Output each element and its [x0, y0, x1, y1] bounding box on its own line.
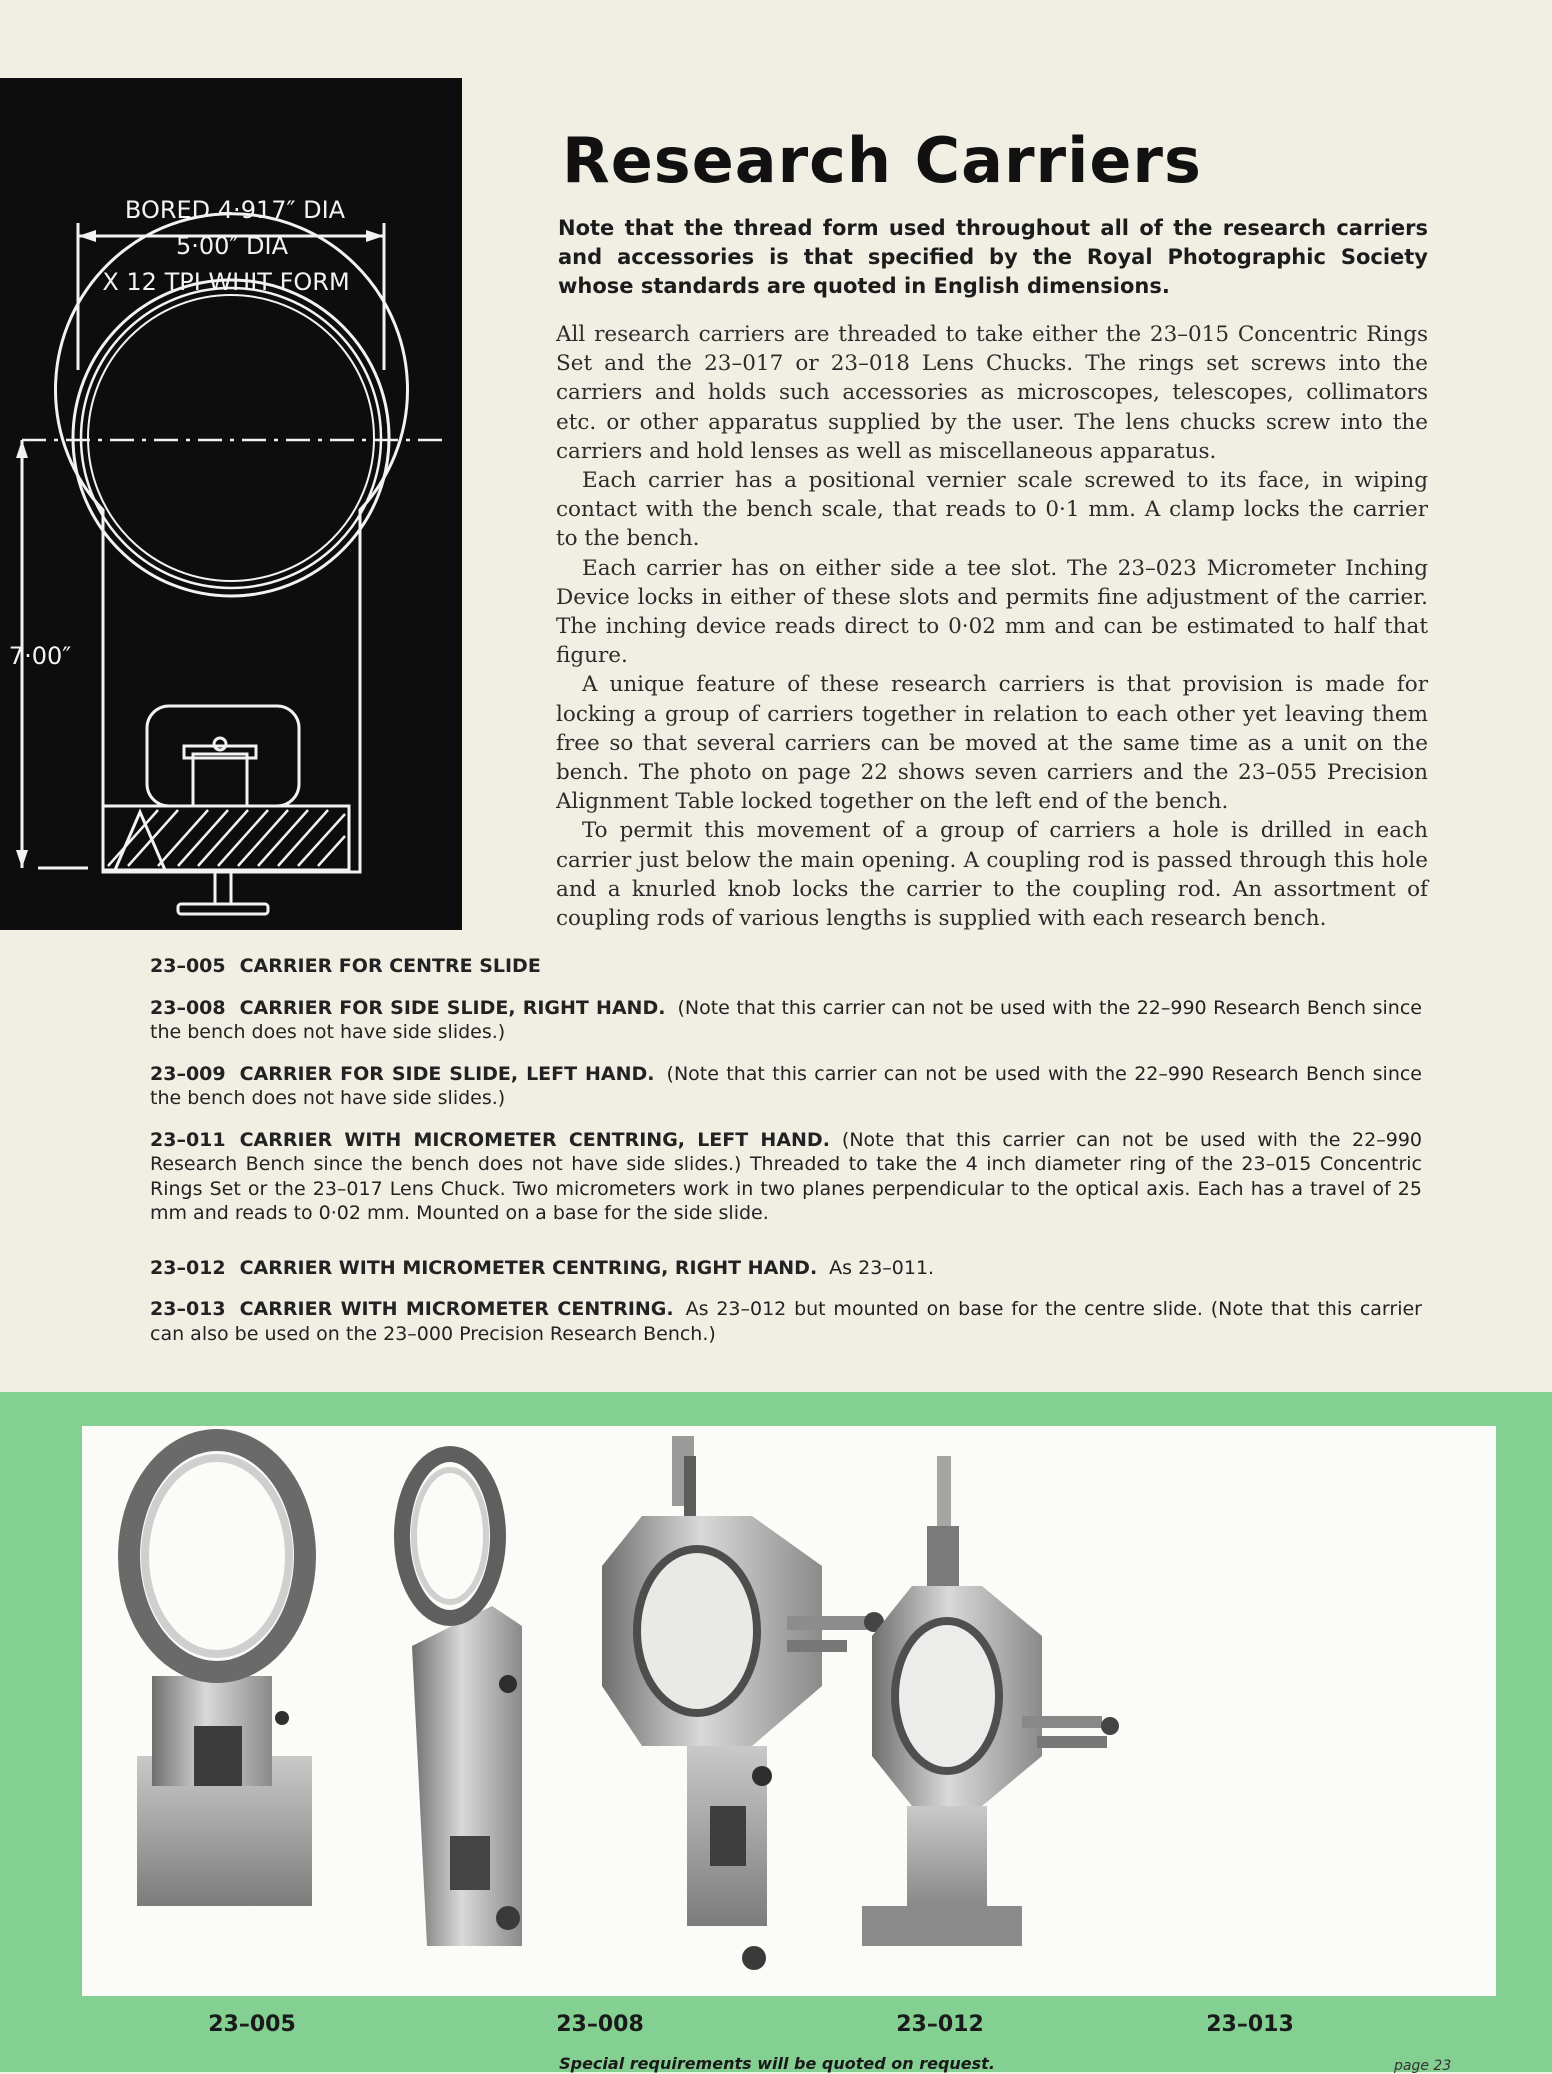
clamp-cap — [184, 746, 256, 758]
knob-icon — [178, 904, 268, 914]
product-name: CARRIER WITH MICROMETER CENTRING, LEFT HAND. — [239, 1128, 830, 1151]
diagram-height-label: 7·00″ — [8, 642, 72, 670]
product-item — [150, 1297, 1422, 1346]
arrow-up-icon — [16, 440, 28, 458]
clamp-body — [193, 754, 247, 806]
product-description: (Note that this carrier can not be used with the 22–990 Research Bench since the bench does not have side slides.) — [150, 996, 1422, 1043]
caption-23-013: 23–013 — [1206, 2012, 1294, 2037]
product-description: (Note that this carrier can not be used with the 22–990 Research Bench since the bench does not have side slides.) — [150, 1062, 1422, 1109]
product-name: CARRIER WITH MICROMETER CENTRING, RIGHT HAND. — [239, 1256, 818, 1279]
arrow-down-icon — [16, 850, 28, 868]
product-name: CARRIER FOR SIDE SLIDE, RIGHT HAND. — [239, 996, 666, 1019]
product-item — [150, 1128, 1422, 1226]
carrier-drawing — [0, 78, 462, 930]
paragraph: All research carriers are threaded to take either the 23–015 Concentric Rings Set and the 23–017 or 23–018 Lens Chucks. The rings set screws into the carriers and holds such accessories as microscopes, telescopes, collimators etc. or other apparatus supplied by the user. The lens chucks screw into the carriers and hold lenses as well as miscellaneous apparatus. — [556, 322, 1428, 464]
diagram-label-bored: BORED 4·917″ DIA — [124, 196, 346, 224]
special-requirements-note: Special requirements will be quoted on request. — [559, 2054, 995, 2073]
v-groove — [115, 812, 165, 870]
product-photos — [82, 1426, 1496, 1996]
product-name: CARRIER FOR SIDE SLIDE, LEFT HAND. — [239, 1062, 655, 1085]
carrier-photo-23-005 — [129, 1440, 312, 1906]
caption-23-005: 23–005 — [208, 2012, 296, 2037]
product-item — [150, 954, 1422, 979]
carrier-outline — [55, 214, 407, 872]
caption-23-008: 23–008 — [556, 2012, 644, 2037]
clamp-window — [147, 706, 299, 806]
arrow-right-icon — [366, 230, 384, 242]
thread-note: Note that the thread form used throughout all of the research carriers and accessories is that specified by the Royal Photographic Society whose standards are quoted in English dimensions. — [558, 216, 1428, 298]
product-code: 23–008 — [150, 996, 226, 1019]
product-description: As 23–011. — [829, 1256, 935, 1279]
product-item — [150, 996, 1422, 1045]
product-code: 23–011 — [150, 1128, 226, 1151]
page-number: page 23 — [1394, 2058, 1452, 2074]
paragraph: A unique feature of these research carriers is that provision is made for locking a group of carriers together in relation to each other yet leaving them free so that several carriers can be moved at the same time as a unit on the bench. The photo on page 22 shows seven carriers and the 23–055 Precision Alignment Table locked together on the left end of the bench. — [556, 672, 1428, 815]
clamp-screw-icon — [214, 738, 226, 750]
product-name: CARRIER WITH MICROMETER CENTRING. — [239, 1298, 674, 1320]
product-photo-panel — [82, 1426, 1496, 1996]
product-list — [150, 954, 1422, 1363]
product-description: (Note that this carrier can not be used with the 22–990 Research Bench since the bench does not have side slides.) Threaded to take the 4 inch diameter ring of the 23–015 Concentric Rings Set or the 23–017 Lens Chuck. Two micrometers work in two planes perpendicular to the optical axis. Each has a travel of 25 mm and reads to 0·02 mm. Mounted on a base for the side slide. — [150, 1128, 1422, 1224]
arrow-left-icon — [78, 230, 96, 242]
caption-23-012: 23–012 — [896, 2012, 984, 2037]
product-item — [150, 1256, 1422, 1281]
product-code: 23–013 — [150, 1298, 226, 1320]
body-text — [556, 320, 1428, 933]
thread-ring — [81, 288, 381, 588]
carrier-photo-23-008 — [402, 1454, 522, 1946]
paragraph: Each carrier has on either side a tee slot. The 23–023 Micrometer Inching Device locks in either of these slots and permits fine adjustment of the carrier. The inching device reads direct to 0·02 mm and can be estimated to half that figure. — [556, 555, 1428, 669]
page-title: Research Carriers — [562, 124, 1202, 197]
product-description: As 23–012 but mounted on base for the centre slide. (Note that this carrier can also be used on the 23–000 Precision Research Bench.) — [150, 1298, 1422, 1345]
carrier-photo-23-012 — [602, 1436, 884, 1970]
outer-ring — [73, 280, 389, 596]
diagram-label-diameter: 5·00″ DIA — [175, 232, 289, 260]
product-name: CARRIER FOR CENTRE SLIDE — [239, 955, 541, 977]
product-code: 23–012 — [150, 1256, 226, 1279]
diagram-label-thread: X 12 TPI WHIT FORM — [102, 268, 350, 296]
product-code: 23–005 — [150, 955, 226, 977]
dimension-diagram — [0, 78, 462, 930]
product-item — [150, 1062, 1422, 1111]
carrier-photo-23-013 — [862, 1456, 1119, 1946]
product-code: 23–009 — [150, 1062, 226, 1085]
paragraph: To permit this movement of a group of carriers a hole is drilled in each carrier just below the main opening. A coupling rod is passed through this hole and a knurled knob locks the carrier to the coupling rod. An assortment of coupling rods of various lengths is supplied with each research bench. — [556, 818, 1428, 932]
bore-ring — [88, 295, 374, 581]
paragraph: Each carrier has a positional vernier scale screwed to its face, in wiping contact with the bench scale, that reads to 0·1 mm. A clamp locks the carrier to the bench. — [556, 468, 1428, 552]
